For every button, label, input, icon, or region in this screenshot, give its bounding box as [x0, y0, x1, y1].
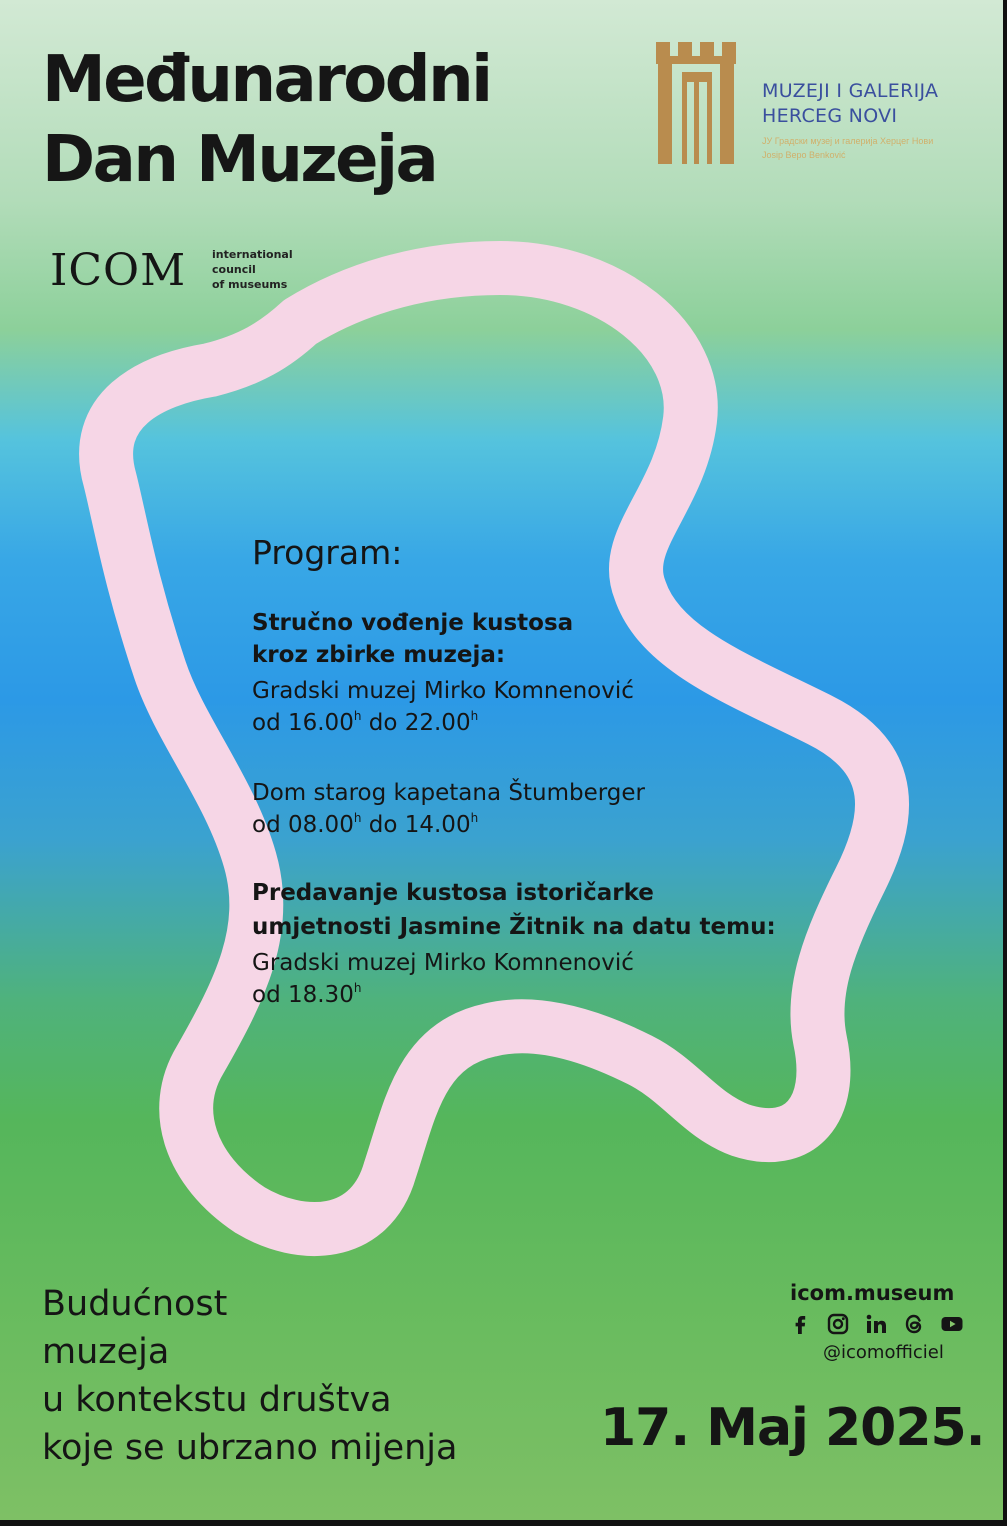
icom-subtitle-2: council: [212, 263, 256, 276]
program-item-3-venue: Gradski muzej Mirko Komnenović: [252, 950, 634, 976]
slogan-line-1: Budućnost: [42, 1284, 228, 1324]
threads-icon[interactable]: [902, 1312, 926, 1336]
icom-wordmark: ICOM: [50, 245, 187, 296]
museum-name-line-2: HERCEG NOVI: [762, 105, 898, 127]
slogan-line-2: muzeja: [42, 1332, 170, 1372]
event-date: 17. Maj 2025.: [600, 1398, 985, 1458]
program-item-3-title-line-1: Predavanje kustosa istoričarke: [252, 880, 654, 906]
museum-logo: [656, 42, 986, 172]
youtube-icon[interactable]: [940, 1312, 964, 1336]
program-item-1-title-line-1: Stručno vođenje kustosa: [252, 610, 574, 636]
program-heading: Program:: [252, 533, 403, 572]
program-item-2-time: od 08.00$^h$ do 14.00$^h$: [252, 811, 479, 838]
icom-logo: [50, 246, 310, 298]
program-item-1-venue: Gradski muzej Mirko Komnenović: [252, 678, 634, 704]
linkedin-icon[interactable]: [864, 1312, 888, 1336]
slogan-line-4: koje se ubrzano mijenja: [42, 1428, 458, 1468]
museum-subline-2: Josip Bepo Benković: [762, 150, 846, 160]
program-item-3-title-line-2: umjetnosti Jasmine Žitnik na datu temu:: [252, 914, 776, 940]
title-line-2: Dan Muzeja: [42, 123, 437, 197]
instagram-icon[interactable]: [826, 1312, 850, 1336]
icom-subtitle-3: of museums: [212, 278, 288, 291]
facebook-icon[interactable]: [788, 1312, 812, 1336]
museum-subline-1: ЈУ Градски музеј и галерија Херцег Нови: [762, 136, 934, 146]
program-item-1-title-line-2: kroz zbirke muzeja:: [252, 642, 506, 668]
social-icons: [788, 1312, 964, 1336]
program-item-3-time: od 18.30$^h$: [252, 981, 362, 1008]
slogan: [42, 1280, 457, 1472]
program-item-2-venue: Dom starog kapetana Štumberger: [252, 780, 645, 806]
social-handle[interactable]: @icomofficiel: [823, 1342, 944, 1363]
icom-subtitle-1: international: [212, 248, 293, 261]
museum-name-line-1: MUZEJI I GALERIJA: [762, 80, 939, 102]
website-link[interactable]: icom.museum: [790, 1281, 955, 1305]
poster-title: [42, 40, 491, 200]
slogan-line-3: u kontekstu društva: [42, 1380, 392, 1420]
title-line-1: Međunarodni: [42, 43, 491, 117]
program-item-1-time: od 16.00$^h$ do 22.00$^h$: [252, 709, 479, 736]
tower-icon: [656, 42, 746, 166]
